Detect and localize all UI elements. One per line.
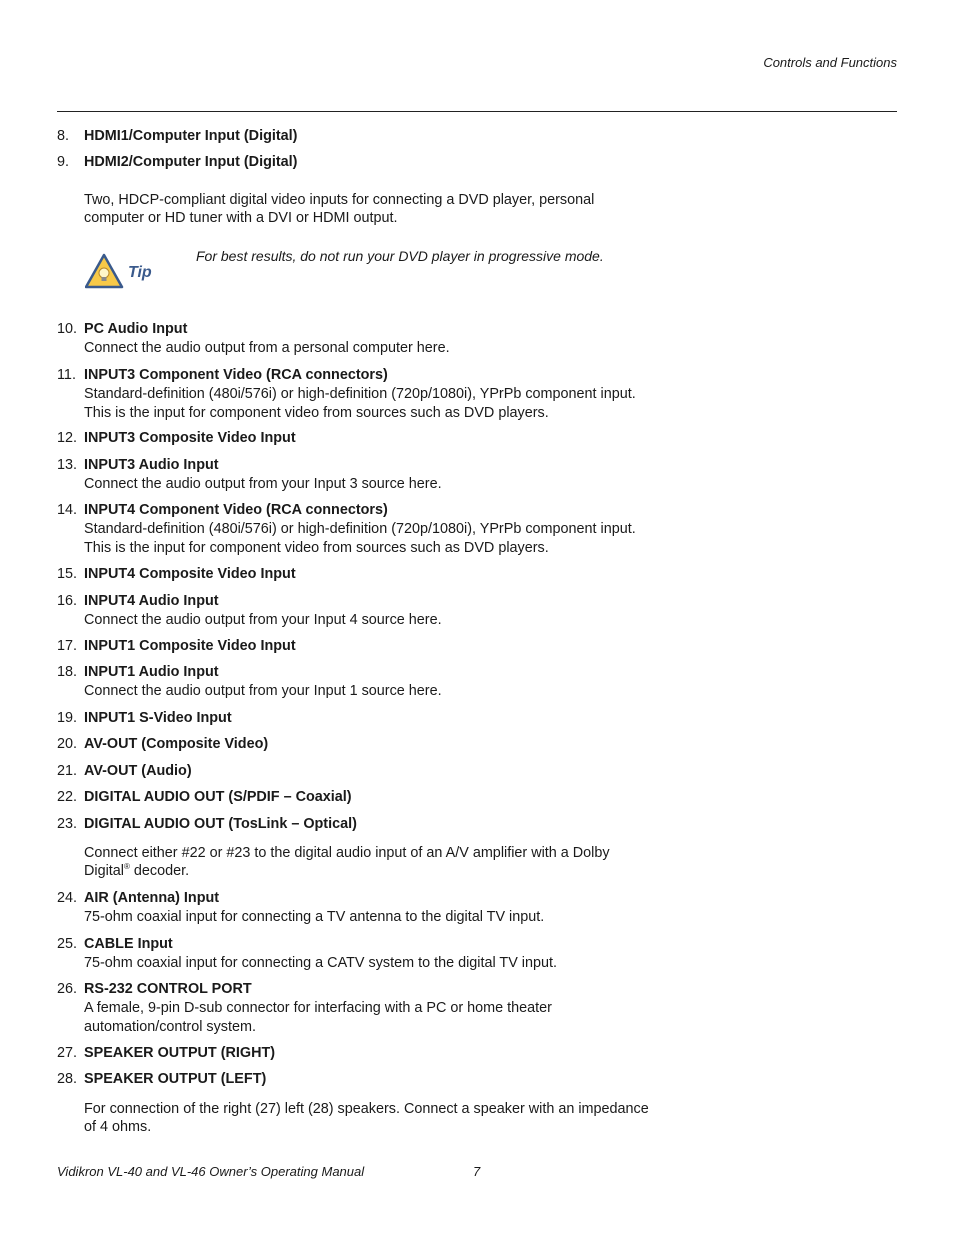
item-number: 17.: [57, 638, 78, 654]
item-description: automation/control system.: [84, 1019, 256, 1035]
item-title: DIGITAL AUDIO OUT (S/PDIF – Coaxial): [84, 789, 352, 805]
tip-label: Tip: [128, 264, 152, 281]
tip-text: For best results, do not run your DVD player in progressive mode.: [196, 248, 604, 264]
item-title: SPEAKER OUTPUT (RIGHT): [84, 1045, 276, 1061]
item-number: 9.: [57, 154, 70, 170]
item-title: DIGITAL AUDIO OUT (TosLink – Optical): [84, 816, 357, 832]
item-title: AV-OUT (Audio): [84, 763, 192, 779]
item-title: INPUT4 Audio Input: [84, 593, 219, 609]
item-title: INPUT4 Component Video (RCA connectors): [84, 502, 388, 518]
hdmi-description: Two, HDCP-compliant digital video inputs for connecting a DVD player, personal computer or HD tuner with a DVI or HDMI output.: [84, 192, 595, 226]
item-title: CABLE Input: [84, 936, 173, 952]
item-description: Connect the audio output from your Input 4 source here.: [84, 612, 442, 628]
speaker-description: For connection of the right (27) left (28) speakers. Connect a speaker with an impedance of 4 ohms.: [84, 1101, 649, 1135]
item-number: 10.: [57, 321, 78, 337]
item-number: 12.: [57, 430, 78, 446]
item-number: 27.: [57, 1045, 78, 1061]
item-number: 18.: [57, 664, 78, 680]
item-number: 23.: [57, 816, 78, 832]
item-title: INPUT4 Composite Video Input: [84, 566, 296, 582]
item-number: 19.: [57, 710, 78, 726]
page-number: 7: [473, 1164, 481, 1179]
item-title: AIR (Antenna) Input: [84, 890, 220, 906]
item-title: INPUT3 Composite Video Input: [84, 430, 296, 446]
item-title: HDMI2/Computer Input (Digital): [84, 154, 298, 170]
item-number: 25.: [57, 936, 78, 952]
item-number: 20.: [57, 736, 78, 752]
item-number: 22.: [57, 789, 78, 805]
header-rule: [57, 111, 897, 112]
item-description: Connect the audio output from your Input 3 source here.: [84, 476, 442, 492]
item-number: 13.: [57, 457, 78, 473]
item-description: Connect the audio output from a personal computer here.: [84, 340, 450, 356]
item-description: 75-ohm coaxial input for connecting a CATV system to the digital TV input.: [84, 955, 558, 971]
item-title: INPUT3 Component Video (RCA connectors): [84, 367, 388, 383]
warning-lightbulb-icon: [85, 253, 155, 293]
item-title: HDMI1/Computer Input (Digital): [84, 128, 298, 144]
item-number: 24.: [57, 890, 78, 906]
item-number: 11.: [57, 367, 76, 383]
item-title: INPUT1 Composite Video Input: [84, 638, 296, 654]
item-title: INPUT1 Audio Input: [84, 664, 219, 680]
item-title: AV-OUT (Composite Video): [84, 736, 269, 752]
item-number: 16.: [57, 593, 78, 609]
item-description: This is the input for component video from sources such as DVD players.: [84, 540, 549, 556]
footer-manual-title: Vidikron VL-40 and VL-46 Owner’s Operating Manual: [57, 1164, 365, 1179]
item-title: INPUT3 Audio Input: [84, 457, 219, 473]
item-description: This is the input for component video from sources such as DVD players.: [84, 405, 549, 421]
item-number: 21.: [57, 763, 78, 779]
item-number: 15.: [57, 566, 78, 582]
item-number: 8.: [57, 128, 70, 144]
item-title: RS-232 CONTROL PORT: [84, 981, 252, 997]
item-title: PC Audio Input: [84, 321, 188, 337]
item-description: Standard-definition (480i/576i) or high-definition (720p/1080i), YPrPb component input.: [84, 386, 636, 402]
item-description: Connect the audio output from your Input 1 source here.: [84, 683, 442, 699]
item-description: 75-ohm coaxial input for connecting a TV antenna to the digital TV input.: [84, 909, 545, 925]
digital-audio-description: Connect either #22 or #23 to the digital audio input of an A/V amplifier with a Dolby Digital® decoder.: [84, 845, 610, 879]
item-number: 28.: [57, 1071, 78, 1087]
running-header: Controls and Functions: [763, 55, 897, 70]
item-number: 26.: [57, 981, 78, 997]
item-description: A female, 9-pin D-sub connector for interfacing with a PC or home theater: [84, 1000, 552, 1016]
item-number: 14.: [57, 502, 78, 518]
registered-mark: ®: [124, 862, 130, 872]
item-title: SPEAKER OUTPUT (LEFT): [84, 1071, 267, 1087]
item-description: Standard-definition (480i/576i) or high-definition (720p/1080i), YPrPb component input.: [84, 521, 636, 537]
tip-callout: [85, 253, 155, 293]
item-title: INPUT1 S-Video Input: [84, 710, 232, 726]
